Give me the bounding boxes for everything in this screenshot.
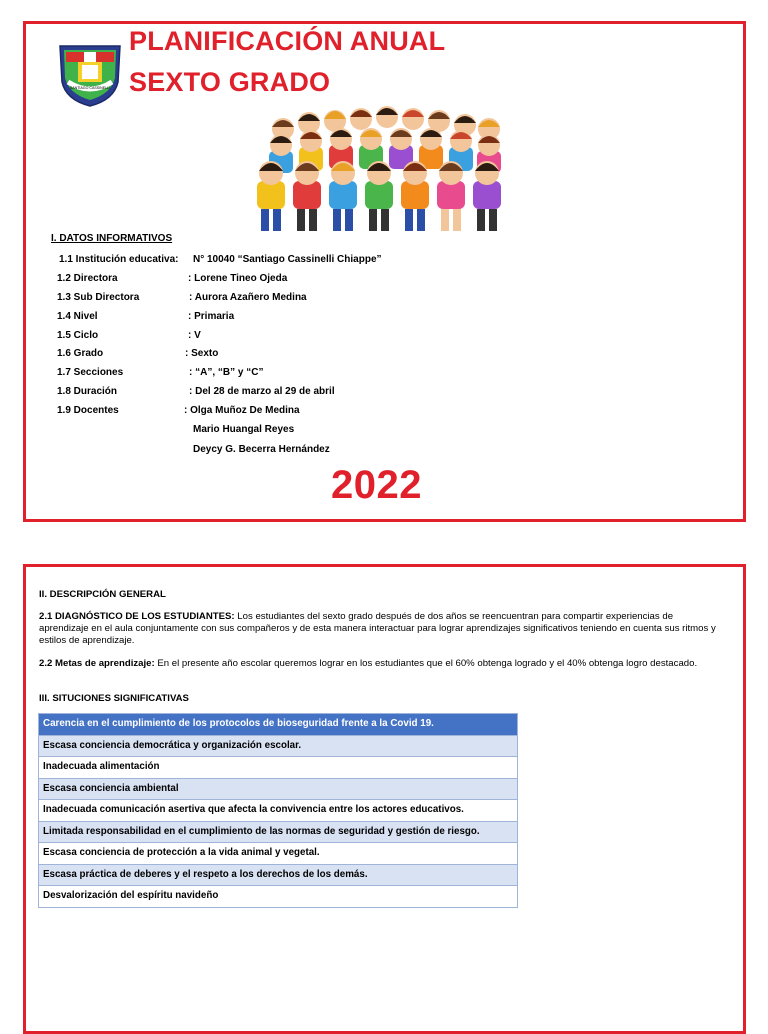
table-cell: Inadecuada alimentación (39, 757, 518, 779)
diagnostico-label: 2.1 DIAGNÓSTICO DE LOS ESTUDIANTES: (39, 611, 235, 622)
metas-paragraph (39, 658, 719, 670)
table-row (39, 821, 518, 843)
info-value: : Lorene Tineo Ojeda (188, 273, 288, 284)
info-value: : “A”, “B” y “C” (189, 367, 264, 378)
info-label: 1.4 Nivel (57, 311, 98, 322)
situaciones-heading: III. SITUCIONES SIGNIFICATIVAS (39, 693, 189, 704)
svg-text:SANTIAGO CASSINELLI: SANTIAGO CASSINELLI (69, 86, 111, 90)
descripcion-general-heading: II. DESCRIPCIÓN GENERAL (39, 589, 166, 600)
table-row (39, 886, 518, 908)
metas-label: 2.2 Metas de aprendizaje: (39, 658, 155, 669)
metas-text: En el presente año escolar queremos lograr en los estudiantes que el 60% obtenga logrado y el 40% obtenga logro destacado. (154, 658, 698, 669)
children-group-illustration (243, 101, 518, 236)
diagnostico-text: Los estudiantes del sexto grado después de dos años se reencuentran para compartir experiencias de aprendizaje en el aula conjuntamente con sus compañeros y de esta manera interactuar para lograr aprendizajes significativos teniendo en cuenta sus ritmos y estilos de aprendizaje. (39, 611, 716, 646)
info-label: 1.2 Directora (57, 273, 118, 284)
info-value: : Sexto (185, 348, 219, 359)
table-cell: Carencia en el cumplimiento de los protocolos de bioseguridad frente a la Covid 19. (39, 714, 518, 736)
situaciones-table (38, 713, 518, 908)
table-row (39, 714, 518, 736)
info-value: Deycy G. Becerra Hernández (193, 444, 330, 455)
table-cell: Inadecuada comunicación asertiva que afecta la convivencia entre los actores educativos. (39, 800, 518, 822)
info-value: N° 10040 “Santiago Cassinelli Chiappe” (193, 254, 382, 265)
table-cell: Escasa conciencia democrática y organización escolar. (39, 735, 518, 757)
table-cell: Escasa práctica de deberes y el respeto a los derechos de los demás. (39, 864, 518, 886)
info-value: Mario Huangal Reyes (193, 424, 295, 435)
table-cell: Escasa conciencia ambiental (39, 778, 518, 800)
school-crest-logo (58, 42, 122, 108)
table-row (39, 864, 518, 886)
table-row (39, 778, 518, 800)
info-label: 1.8 Duración (57, 386, 118, 397)
info-value: : Del 28 de marzo al 29 de abril (189, 386, 335, 397)
table-row (39, 735, 518, 757)
year-label: 2022 (331, 463, 422, 507)
diagnostico-paragraph (39, 611, 719, 647)
info-value: : Aurora Azañero Medina (189, 292, 307, 303)
info-value: : V (188, 330, 201, 341)
table-row (39, 843, 518, 865)
info-label: 1.5 Ciclo (57, 330, 99, 341)
info-label: 1.9 Docentes (57, 405, 119, 416)
table-cell: Escasa conciencia de protección a la vida animal y vegetal. (39, 843, 518, 865)
table-row (39, 757, 518, 779)
document-title: PLANIFICACIÓN ANUAL (129, 26, 446, 56)
table-cell: Desvalorización del espíritu navideño (39, 886, 518, 908)
info-label: 1.1 Institución educativa: (59, 254, 179, 265)
info-label: 1.6 Grado (57, 348, 104, 359)
info-value: : Olga Muñoz De Medina (184, 405, 300, 416)
document-subtitle: SEXTO GRADO (129, 67, 331, 97)
table-cell: Limitada responsabilidad en el cumplimiento de las normas de seguridad y gestión de riesgo. (39, 821, 518, 843)
info-label: 1.7 Secciones (57, 367, 124, 378)
info-value: : Primaria (188, 311, 235, 322)
info-label: 1.3 Sub Directora (57, 292, 140, 303)
table-row (39, 800, 518, 822)
datos-informativos-heading: I. DATOS INFORMATIVOS (51, 233, 173, 244)
